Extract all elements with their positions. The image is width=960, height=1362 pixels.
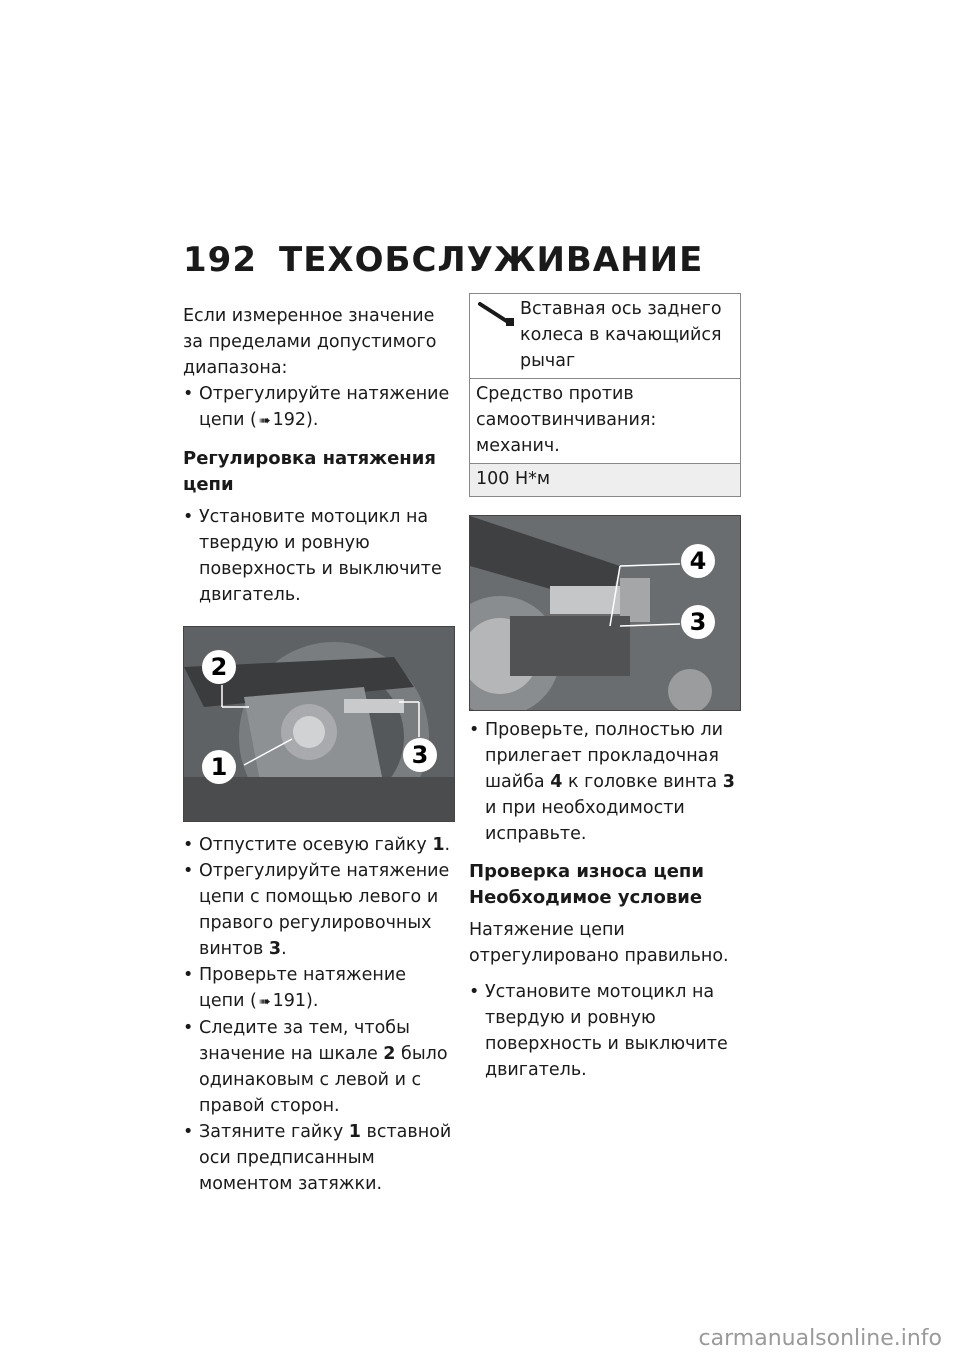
page-ref[interactable]: 191). [272,991,319,1011]
photo-axle-adjuster [183,626,455,822]
step-tighten-nut: • Затяните гайку 1 вставной оси предписанным моментом затяжки. [183,1119,453,1197]
watermark: carmanualsonline.info [698,1326,942,1351]
spec-value-row: 100 Н*м [470,464,740,496]
spec-tool-row: Средство против самоотвинчивания: механич. [470,379,740,464]
page-ref[interactable]: 192). [272,410,319,430]
step-adjust-screws: • Отрегулируйте натяжение цепи с помощью левого и правого регулировочных винтов 3. [183,858,453,962]
torque-spec-box [469,293,741,497]
photo-illustration [470,516,740,710]
page-title: ТЕХОБСЛУЖИВАНИЕ [279,240,704,280]
bullet-adjust-chain: • Отрегулируйте натяжение цепи ( ➠ 192). [183,381,453,434]
callout-label: 1 [210,753,228,781]
bullet-park: • Установите мотоцикл на твердую и ровную поверхность и выключите двигатель. [183,504,453,608]
intro-text: Если измеренное значение за пределами допустимого диапазона: [183,306,437,378]
section-heading-wear: Проверка износа цепи [469,861,704,882]
step-loosen-nut: • Отпустите осевую гайку 1. [183,832,453,858]
step-check-scale: • Следите за тем, чтобы значение на шкале 2 было одинаковым с левой и с правой сторон. [183,1015,453,1119]
callout-label: 4 [689,547,707,575]
photo-washer-bolt [469,515,741,711]
step-check-tension: • Проверьте натяжение цепи ( ➠ 191). [183,962,453,1015]
bullet-park-2: • Установите мотоцикл на твердую и ровную поверхность и выключите двигатель. [469,979,741,1083]
spec-title-row [470,294,740,379]
photo-illustration [184,627,454,821]
subheading-condition: Необходимое условие [469,887,703,908]
section-heading-adjust: Регулировка натяжения цепи [183,448,436,495]
callout-label: 2 [210,653,228,681]
arrow-ref-icon: ➠ [258,413,271,429]
page-header [183,240,703,280]
condition-text: Натяжение цепи отрегулировано правильно. [469,920,729,966]
arrow-ref-icon: ➠ [258,994,271,1010]
callout-label: 3 [411,741,429,769]
left-column [183,303,453,1197]
right-column [469,299,741,1083]
wrench-icon [476,300,516,328]
callout-label: 3 [689,608,707,636]
step-check-washer: • Проверьте, полностью ли прилегает прокладочная шайба 4 к головке винта 3 и при необходимости исправьте. [469,717,741,847]
page-number: 192 [183,240,257,280]
spec-title: Вставная ось заднего колеса в качающийся рычаг [520,299,722,371]
